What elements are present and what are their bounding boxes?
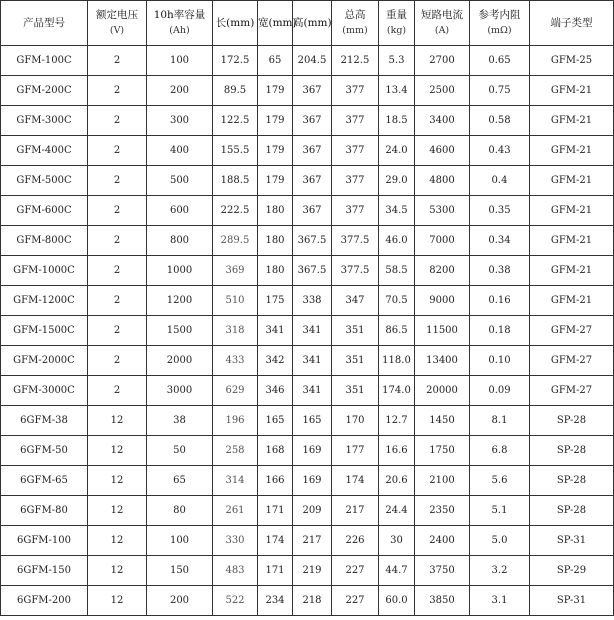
table-cell: 58.5: [379, 256, 415, 286]
column-header-label: 长(mm): [215, 16, 255, 29]
column-header: [379, 1, 415, 46]
table-cell: GFM-27: [530, 316, 614, 346]
table-cell: 24.4: [379, 496, 415, 526]
table-cell: 367: [293, 106, 332, 136]
table-cell: 30: [379, 526, 415, 556]
table-cell: 2: [88, 316, 147, 346]
table-row: [1, 136, 614, 166]
table-cell: 6GFM-80: [1, 496, 88, 526]
table-row: [1, 436, 614, 466]
table-row: [1, 586, 614, 616]
table-cell: GFM-21: [530, 286, 614, 316]
column-header-label: 总高: [344, 9, 366, 21]
table-cell: 204.5: [293, 46, 332, 76]
table-cell: 29.0: [379, 166, 415, 196]
table-cell: 369: [213, 256, 258, 286]
table-cell: 60.0: [379, 586, 415, 616]
table-cell: 8.1: [470, 406, 530, 436]
table-cell: 367: [293, 196, 332, 226]
table-cell: 13.4: [379, 76, 415, 106]
table-cell: 0.16: [470, 286, 530, 316]
table-cell: 20.6: [379, 466, 415, 496]
table-cell: 2: [88, 196, 147, 226]
table-cell: SP-31: [530, 586, 614, 616]
table-cell: 377.5: [332, 226, 379, 256]
table-row: [1, 526, 614, 556]
table-row: [1, 316, 614, 346]
table-cell: 377: [332, 196, 379, 226]
table-cell: 12: [88, 586, 147, 616]
table-cell: GFM-800C: [1, 226, 88, 256]
table-cell: 510: [213, 286, 258, 316]
table-cell: 341: [293, 316, 332, 346]
table-cell: 171: [258, 556, 293, 586]
table-cell: 50: [147, 436, 213, 466]
table-row: [1, 226, 614, 256]
column-header-label: 高(mm): [293, 16, 332, 29]
table-cell: 179: [258, 106, 293, 136]
table-cell: 330: [213, 526, 258, 556]
table-cell: 179: [258, 166, 293, 196]
table-cell: 483: [213, 556, 258, 586]
table-cell: 5.6: [470, 466, 530, 496]
table-cell: GFM-21: [530, 106, 614, 136]
table-cell: 12: [88, 466, 147, 496]
table-cell: 377.5: [332, 256, 379, 286]
table-cell: 5.3: [379, 46, 415, 76]
table-cell: GFM-200C: [1, 76, 88, 106]
table-cell: 100: [147, 526, 213, 556]
table-cell: 122.5: [213, 106, 258, 136]
table-cell: 2: [88, 166, 147, 196]
column-header: [1, 1, 88, 46]
table-cell: 196: [213, 406, 258, 436]
table-row: [1, 556, 614, 586]
table-cell: 342: [258, 346, 293, 376]
table-cell: 200: [147, 586, 213, 616]
table-cell: 5.1: [470, 496, 530, 526]
table-cell: 175: [258, 286, 293, 316]
column-header-unit: (mm): [342, 25, 368, 36]
table-cell: 12: [88, 526, 147, 556]
table-body: [1, 46, 614, 616]
table-cell: 3400: [415, 106, 470, 136]
table-row: [1, 286, 614, 316]
table-cell: 2500: [415, 76, 470, 106]
table-cell: 1500: [147, 316, 213, 346]
table-cell: 80: [147, 496, 213, 526]
table-row: [1, 346, 614, 376]
table-cell: 377: [332, 166, 379, 196]
table-cell: 219: [293, 556, 332, 586]
table-cell: 6GFM-150: [1, 556, 88, 586]
table-cell: 155.5: [213, 136, 258, 166]
table-cell: 4600: [415, 136, 470, 166]
table-cell: 0.58: [470, 106, 530, 136]
table-cell: 20000: [415, 376, 470, 406]
column-header-label: 产品型号: [23, 16, 65, 29]
table-cell: 46.0: [379, 226, 415, 256]
table-cell: GFM-600C: [1, 196, 88, 226]
table-cell: 227: [332, 556, 379, 586]
table-cell: 289.5: [213, 226, 258, 256]
table-cell: 351: [332, 346, 379, 376]
table-cell: 0.10: [470, 346, 530, 376]
table-cell: 6.8: [470, 436, 530, 466]
table-cell: GFM-21: [530, 226, 614, 256]
table-row: [1, 46, 614, 76]
table-cell: 12.7: [379, 406, 415, 436]
column-header-unit: (V): [109, 25, 125, 36]
column-header-unit: (kg): [386, 25, 407, 36]
table-cell: 180: [258, 256, 293, 286]
table-cell: 2: [88, 286, 147, 316]
table-cell: 234: [258, 586, 293, 616]
table-cell: 629: [213, 376, 258, 406]
column-header: [258, 1, 297, 46]
table-cell: 174: [332, 466, 379, 496]
column-header-label: 短路电流: [421, 9, 463, 21]
table-cell: 300: [147, 106, 213, 136]
table-cell: 0.18: [470, 316, 530, 346]
table-cell: 2: [88, 226, 147, 256]
table-cell: 2700: [415, 46, 470, 76]
table-cell: GFM-400C: [1, 136, 88, 166]
table-cell: 165: [293, 406, 332, 436]
table-cell: 217: [293, 526, 332, 556]
table-cell: 338: [293, 286, 332, 316]
table-cell: 24.0: [379, 136, 415, 166]
table-cell: GFM-100C: [1, 46, 88, 76]
column-header-label: 参考内阻: [478, 9, 521, 21]
table-cell: 347: [332, 286, 379, 316]
column-header: [88, 1, 147, 46]
table-cell: 341: [293, 346, 332, 376]
table-row: [1, 76, 614, 106]
table-cell: 65: [147, 466, 213, 496]
table-cell: GFM-21: [530, 256, 614, 286]
table-cell: 3.2: [470, 556, 530, 586]
table-cell: 2: [88, 76, 147, 106]
table-cell: 89.5: [213, 76, 258, 106]
table-cell: 13400: [415, 346, 470, 376]
table-cell: 222.5: [213, 196, 258, 226]
table-cell: 168: [258, 436, 293, 466]
table-cell: 2: [88, 256, 147, 286]
table-cell: 0.65: [470, 46, 530, 76]
table-row: [1, 166, 614, 196]
column-header-label: 端子类型: [550, 16, 593, 29]
table-cell: 180: [258, 226, 293, 256]
table-cell: 258: [213, 436, 258, 466]
table-cell: 0.35: [470, 196, 530, 226]
table-cell: 34.5: [379, 196, 415, 226]
table-cell: 166: [258, 466, 293, 496]
table-cell: 433: [213, 346, 258, 376]
table-cell: SP-28: [530, 466, 614, 496]
table-cell: 600: [147, 196, 213, 226]
table-row: [1, 496, 614, 526]
table-cell: 2350: [415, 496, 470, 526]
table-cell: 377: [332, 136, 379, 166]
table-cell: 377: [332, 106, 379, 136]
table-cell: GFM-1200C: [1, 286, 88, 316]
table-cell: 212.5: [332, 46, 379, 76]
table-cell: 2: [88, 46, 147, 76]
table-cell: 346: [258, 376, 293, 406]
table-cell: 314: [213, 466, 258, 496]
column-header-label: 宽(mm): [258, 16, 297, 29]
table-cell: GFM-300C: [1, 106, 88, 136]
table-cell: 1200: [147, 286, 213, 316]
table-cell: 5.0: [470, 526, 530, 556]
table-cell: 367.5: [293, 226, 332, 256]
table-cell: 6GFM-100: [1, 526, 88, 556]
table-cell: 3750: [415, 556, 470, 586]
table-cell: 367.5: [293, 256, 332, 286]
column-header-label: 重量: [386, 9, 407, 21]
table-cell: 6GFM-50: [1, 436, 88, 466]
table-cell: 12: [88, 496, 147, 526]
table-cell: 1450: [415, 406, 470, 436]
table-cell: GFM-21: [530, 166, 614, 196]
table-cell: 226: [332, 526, 379, 556]
table-cell: 174.0: [379, 376, 415, 406]
table-cell: 218: [293, 586, 332, 616]
table-cell: GFM-1500C: [1, 316, 88, 346]
table-row: [1, 256, 614, 286]
table-cell: SP-28: [530, 406, 614, 436]
table-cell: 86.5: [379, 316, 415, 346]
table-cell: 500: [147, 166, 213, 196]
table-cell: SP-29: [530, 556, 614, 586]
table-cell: 522: [213, 586, 258, 616]
table-cell: 0.38: [470, 256, 530, 286]
table-cell: 9000: [415, 286, 470, 316]
table-cell: 6GFM-200: [1, 586, 88, 616]
table-cell: SP-31: [530, 526, 614, 556]
table-cell: SP-28: [530, 496, 614, 526]
table-cell: GFM-25: [530, 46, 614, 76]
table-cell: 200: [147, 76, 213, 106]
table-cell: 12: [88, 556, 147, 586]
table-cell: 2: [88, 346, 147, 376]
column-header: [293, 1, 332, 46]
table-cell: 2: [88, 136, 147, 166]
table-cell: 11500: [415, 316, 470, 346]
table-cell: 217: [332, 496, 379, 526]
table-cell: 1750: [415, 436, 470, 466]
table-cell: SP-28: [530, 436, 614, 466]
table-cell: 2: [88, 106, 147, 136]
table-cell: 0.09: [470, 376, 530, 406]
table-cell: 318: [213, 316, 258, 346]
table-cell: 12: [88, 406, 147, 436]
column-header-label: 额定电压: [96, 9, 138, 21]
column-header-unit: (Ah): [169, 25, 190, 36]
table-cell: 169: [293, 466, 332, 496]
table-cell: 65: [258, 46, 293, 76]
column-header: [470, 1, 530, 46]
table-cell: GFM-21: [530, 136, 614, 166]
header-row: [1, 1, 614, 46]
table-cell: 261: [213, 496, 258, 526]
table-cell: 180: [258, 196, 293, 226]
table-cell: 367: [293, 136, 332, 166]
table-row: [1, 466, 614, 496]
table-cell: GFM-27: [530, 346, 614, 376]
table-cell: 2: [88, 376, 147, 406]
table-cell: 179: [258, 136, 293, 166]
column-header-unit: (A): [434, 25, 450, 36]
table-cell: 351: [332, 376, 379, 406]
table-cell: 341: [293, 376, 332, 406]
table-cell: 6GFM-65: [1, 466, 88, 496]
column-header: [147, 1, 213, 46]
table-cell: 179: [258, 76, 293, 106]
table-cell: 7000: [415, 226, 470, 256]
table-cell: 0.4: [470, 166, 530, 196]
table-cell: GFM-3000C: [1, 376, 88, 406]
table-cell: 367: [293, 76, 332, 106]
table-cell: 174: [258, 526, 293, 556]
table-cell: GFM-1000C: [1, 256, 88, 286]
column-header: [415, 1, 470, 46]
table-cell: 227: [332, 586, 379, 616]
column-header-unit: (mΩ): [487, 25, 512, 36]
table-cell: 150: [147, 556, 213, 586]
table-cell: GFM-2000C: [1, 346, 88, 376]
table-cell: 1000: [147, 256, 213, 286]
table-cell: 351: [332, 316, 379, 346]
table-cell: 800: [147, 226, 213, 256]
table-cell: 177: [332, 436, 379, 466]
table-cell: 6GFM-38: [1, 406, 88, 436]
column-header: [332, 1, 379, 46]
table-cell: 2000: [147, 346, 213, 376]
table-cell: 209: [293, 496, 332, 526]
table-cell: 4800: [415, 166, 470, 196]
table-cell: 100: [147, 46, 213, 76]
table-cell: 3850: [415, 586, 470, 616]
table-cell: 400: [147, 136, 213, 166]
table-cell: 5300: [415, 196, 470, 226]
table-cell: 18.5: [379, 106, 415, 136]
table-cell: 3.1: [470, 586, 530, 616]
column-header-label: 10h率容量: [153, 9, 206, 21]
table-cell: GFM-500C: [1, 166, 88, 196]
table-cell: 341: [258, 316, 293, 346]
table-cell: 169: [293, 436, 332, 466]
column-header: [213, 1, 258, 46]
table-cell: 165: [258, 406, 293, 436]
table-cell: 0.43: [470, 136, 530, 166]
table-cell: GFM-21: [530, 196, 614, 226]
table-cell: 12: [88, 436, 147, 466]
table-row: [1, 196, 614, 226]
table-cell: 0.34: [470, 226, 530, 256]
table-row: [1, 376, 614, 406]
table-cell: GFM-21: [530, 76, 614, 106]
table-cell: 8200: [415, 256, 470, 286]
table-row: [1, 106, 614, 136]
table-cell: 171: [258, 496, 293, 526]
table-cell: 44.7: [379, 556, 415, 586]
table-cell: 172.5: [213, 46, 258, 76]
table-cell: 2400: [415, 526, 470, 556]
table-row: [1, 406, 614, 436]
table-cell: 16.6: [379, 436, 415, 466]
table-cell: 70.5: [379, 286, 415, 316]
table-cell: 118.0: [379, 346, 415, 376]
table-cell: GFM-27: [530, 376, 614, 406]
table-cell: 170: [332, 406, 379, 436]
table-cell: 2100: [415, 466, 470, 496]
table-cell: 377: [332, 76, 379, 106]
table-cell: 3000: [147, 376, 213, 406]
table-cell: 188.5: [213, 166, 258, 196]
table-cell: 38: [147, 406, 213, 436]
table-cell: 367: [293, 166, 332, 196]
table-cell: 0.75: [470, 76, 530, 106]
column-header: [530, 1, 614, 46]
